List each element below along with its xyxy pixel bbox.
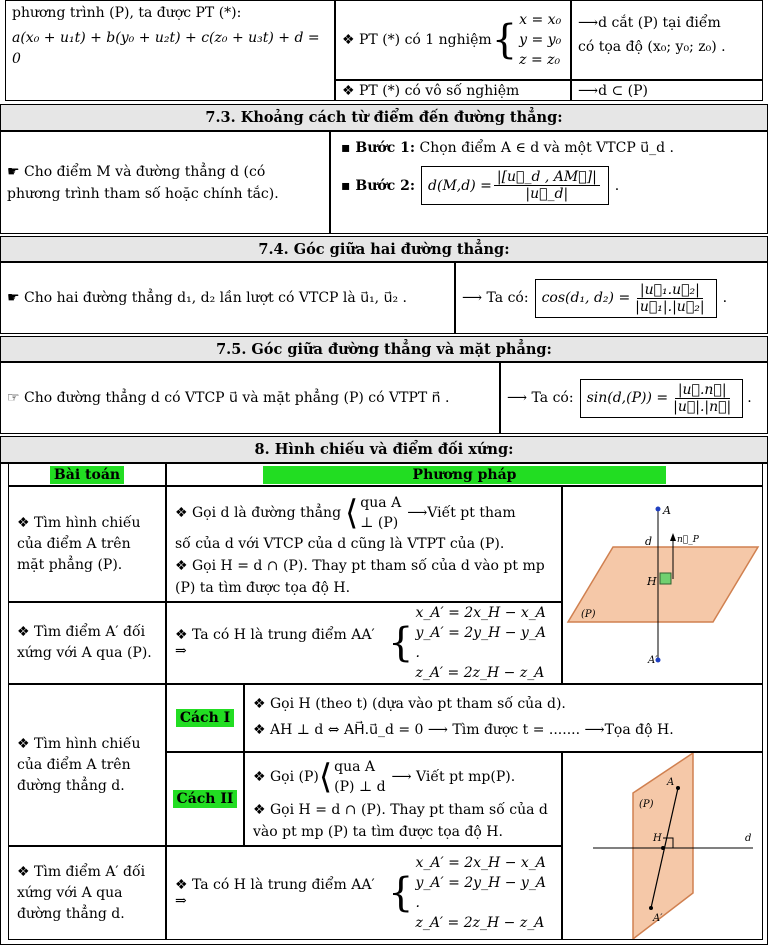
fig1-label-d: d (645, 535, 653, 548)
section-8-title: 8. Hình chiếu và điểm đối xứng: (0, 436, 768, 463)
fig1-label-A: A (663, 504, 671, 517)
r1-problem: ❖ Tìm hình chiếu của điểm A trên mặt phẳng (P). (8, 486, 166, 602)
figure-plane-projection (562, 486, 763, 684)
fig1-label-n: n⃗_P (677, 535, 699, 545)
fig2-label-A: A (667, 777, 675, 788)
r4-problem: ❖ Tìm điểm A′ đối xứng với A qua đường thẳng d. (8, 846, 166, 940)
fig2-label-A2: A′ (653, 913, 663, 924)
case2-text: ❖ PT (*) có vô số nghiệm (342, 82, 520, 99)
r1-method: ❖ Gọi d là đường thẳng ⟨ qua A ⊥ (P) ⟶Viết pt tham số của d với VTCP của d cũng là VTPT của (P). ❖ Gọi H = d ∩ (P). Thay pt tham số của d vào pt mp (P) ta tìm được tọa độ H. (166, 486, 562, 602)
case1-result-line2: có tọa độ (x₀; y₀; z₀) . (578, 39, 726, 55)
s75-formula: sin(d,(P)) = $\frac{|u⃗.n⃗|}{|u⃗|.|n⃗|}$ (580, 379, 744, 418)
case2-cell (335, 80, 571, 101)
col-header-problem: Bài toán (8, 463, 166, 486)
r3-problem: ❖ Tìm hình chiếu của điểm A trên đường thẳng d. (8, 684, 166, 846)
s74-formula: cos(d₁, d₂) = $\frac{\text{|u⃗₁.u⃗₂|}}{\text{|u⃗₁|.|u⃗₂|}}$ (535, 279, 717, 318)
top-left-line2: a(x₀ + u₁t) + b(y₀ + u₂t) + c(z₀ + u₃t) + d = 0 (12, 30, 320, 67)
cach1-label: Cách I (166, 684, 244, 752)
s73-step1-text: Chọn điểm A ∈ d và một VTCP u⃗_d . (419, 140, 674, 156)
case1-system: x = x₀ y = y₀ z = z₀ (519, 12, 562, 68)
top-left-cell (5, 0, 335, 101)
case1-cell (335, 0, 571, 80)
cach1-method: ❖ Gọi H (theo t) (dựa vào pt tham số của d). ❖ AH ⊥ d ⇔ AH⃗.u⃗_d = 0 ⟶ Tìm được t = ....... ⟶Tọa độ H. (244, 684, 763, 752)
r2-problem: ❖ Tìm điểm A′ đối xứng với A qua (P). (8, 602, 166, 684)
r4-method: ❖ Ta có H là trung điểm AA′ ⇒ { x_A′ = 2x_H − x_A y_A′ = 2y_H − y_A . z_A′ = 2z_H − z_A (166, 846, 562, 940)
fig2-label-H: H (653, 833, 662, 844)
s74-left: ☛ Cho hai đường thẳng d₁, d₂ lần lượt có VTCP là u⃗₁, u⃗₂ . (0, 262, 455, 334)
col-header-method: Phương pháp (166, 463, 763, 486)
s73-formula: d(M,d) = $\frac{|[u⃗\_d , AM⃗]|}{|u⃗\_d|}$ (421, 166, 609, 205)
fig2-label-d: d (745, 833, 752, 844)
r2-method: ❖ Ta có H là trung điểm AA′ ⇒ { x_A′ = 2x_H − x_A y_A′ = 2y_H − y_A . z_A′ = 2z_H − z_A (166, 602, 562, 684)
s75-left: ☞ Cho đường thẳng d có VTCP u⃗ và mặt phẳng (P) có VTPT n⃗ . (0, 362, 500, 434)
section-7-4-title: 7.4. Góc giữa hai đường thẳng: (0, 236, 768, 262)
case1-text: ❖ PT (*) có 1 nghiệm (342, 32, 492, 48)
s74-prefix: ⟶ Ta có: (462, 290, 529, 306)
section-7-5-title: 7.5. Góc giữa đường thẳng và mặt phẳng: (0, 336, 768, 362)
figure-line-projection (562, 752, 763, 940)
s73-step2-label: ▪ Bước 2: (341, 177, 416, 194)
fig1-label-P: (P) (581, 609, 596, 620)
top-left-line1: phương trình (P), ta được PT (*): (12, 5, 242, 21)
cach2-method: ❖ Gọi (P) ⟨ qua A (P) ⊥ d ⟶ Viết pt mp(P). ❖ Gọi H = d ∩ (P). Thay pt tham số của d vào pt mp (P) ta tìm được tọa độ H. (244, 752, 562, 846)
s73-right: ▪ Bước 1: Chọn điểm A ∈ d và một VTCP u⃗_d . ▪ Bước 2: d(M,d) = $\frac{|[u⃗\_d , AM⃗]|}{|u⃗\_d|}$ . (330, 131, 768, 234)
s73-step1-label: ▪ Bước 1: (341, 140, 416, 156)
s74-right: ⟶ Ta có: cos(d₁, d₂) = $\frac{\text{|u⃗₁.u⃗₂|}}{\text{|u⃗₁|.|u⃗₂|}}$ . (455, 262, 768, 334)
section-7-3-title: 7.3. Khoảng cách từ điểm đến đường thẳng: (0, 104, 768, 131)
fig1-label-H: H (647, 575, 657, 588)
s75-prefix: ⟶ Ta có: (507, 390, 574, 406)
case1-result-line1: ⟶d cắt (P) tại điểm (578, 15, 721, 31)
brace: { (491, 17, 518, 63)
case2-result: ⟶d ⊂ (P) (578, 82, 649, 99)
cach2-label: Cách II (166, 752, 244, 846)
s73-left: ☛ Cho điểm M và đường thẳng d (có phương trình tham số hoặc chính tắc). (0, 131, 330, 234)
fig2-label-P: (P) (639, 799, 654, 810)
s75-right: ⟶ Ta có: sin(d,(P)) = $\frac{|u⃗.n⃗|}{|u⃗|.|n⃗|}$ . (500, 362, 768, 434)
case1-result-cell (571, 0, 763, 80)
fig1-label-A2: A′ (648, 655, 658, 666)
case2-result-cell (571, 80, 763, 101)
